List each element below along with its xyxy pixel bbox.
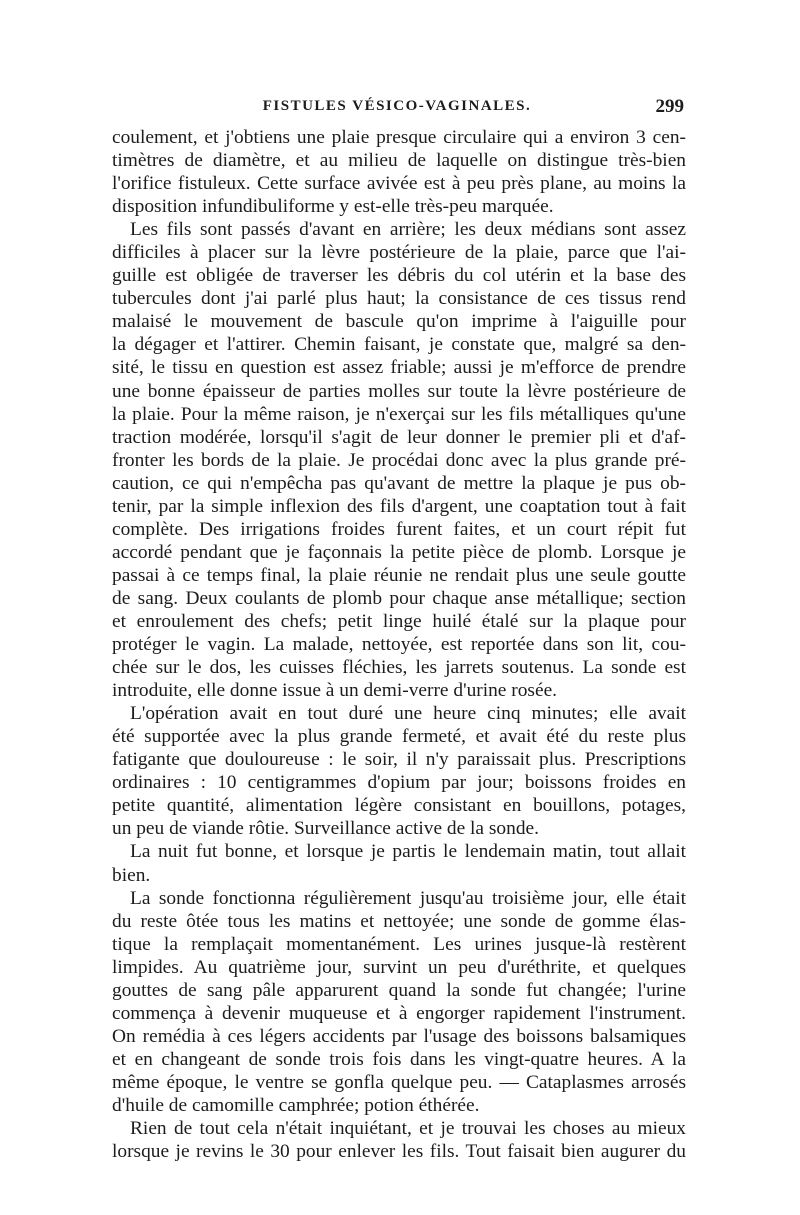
text-line: et enroulement des chefs; petit linge huilé étalé sur la plaque pour	[112, 610, 686, 632]
text-line: La nuit fut bonne, et lorsque je partis le lendemain matin, tout allait	[130, 841, 686, 863]
text-line: même époque, le ventre se gonfla quelque peu. — Cataplasmes arrosés	[112, 1071, 686, 1093]
text-line: tique la remplaçait momentanément. Les urines jusque-là restèrent	[112, 933, 686, 955]
text-line: protéger le vagin. La malade, nettoyée, est reportée dans son lit, cou-	[112, 634, 686, 656]
text-line: disposition infundibuliforme y est-elle très-peu marquée.	[112, 196, 554, 218]
text-line: du reste ôtée tous les matins et nettoyée; une sonde de gomme élas-	[112, 910, 686, 932]
running-title: FISTULES VÉSICO-VAGINALES.	[262, 98, 532, 114]
text-line: coulement, et j'obtiens une plaie presque circulaire qui a environ 3 cen-	[112, 127, 686, 148]
text-line: timètres de diamètre, et au milieu de laquelle on distingue très-bien	[112, 150, 686, 172]
text-line: l'orifice fistuleux. Cette surface avivée est à peu près plane, au moins la	[112, 173, 686, 195]
text-line: un peu de viande rôtie. Surveillance active de la sonde.	[112, 818, 539, 840]
text-line: guille est obligée de traverser les débris du col utérin et la base des	[112, 265, 686, 287]
text-line: été supportée avec la plus grande fermeté, et avait été du reste plus	[112, 726, 686, 748]
text-line: fronter les bords de la plaie. Je procédai donc avec la plus grande pré-	[112, 449, 686, 471]
text-line: chée sur le dos, les cuisses fléchies, les jarrets soutenus. La sonde est	[112, 657, 686, 679]
text-line: La sonde fonctionna régulièrement jusqu'au troisième jour, elle était	[130, 887, 686, 909]
text-line: passai à ce temps final, la plaie réunie ne rendait plus une seule goutte	[112, 564, 686, 586]
page-number: 299	[655, 96, 684, 117]
body-text	[112, 126, 686, 1163]
text-line: une bonne épaisseur de parties molles sur toute la lèvre postérieure de	[112, 380, 686, 402]
text-line: bien.	[112, 864, 151, 886]
text-line: traction modérée, lorsqu'il s'agit de leur donner le premier pli et d'af-	[112, 426, 686, 448]
text-line: lorsque je revins le 30 pour enlever les fils. Tout faisait bien augurer du	[112, 1141, 686, 1163]
text-line: ordinaires : 10 centigrammes d'opium par jour; boissons froides en	[112, 772, 686, 794]
text-line: tenir, par la simple inflexion des fils d'argent, une coaptation tout à fait	[112, 495, 686, 517]
text-line: caution, ce qui n'empêcha pas qu'avant de mettre la plaque je pus ob-	[112, 472, 686, 494]
text-line: petite quantité, alimentation légère consistant en bouillons, potages,	[112, 795, 686, 817]
text-line: difficiles à placer sur la lèvre postérieure de la plaie, parce que l'ai-	[112, 242, 686, 264]
text-line: sité, le tissu en question est assez friable; aussi je m'efforce de prendre	[112, 357, 686, 379]
text-line: L'opération avait en tout duré une heure cinq minutes; elle avait	[130, 703, 686, 725]
text-line: complète. Des irrigations froides furent faites, et un court répit fut	[112, 518, 686, 540]
text-line: malaisé le mouvement de bascule qu'on imprime à l'aiguille pour	[112, 311, 686, 333]
text-line: d'huile de camomille camphrée; potion éthérée.	[112, 1094, 480, 1116]
text-line: la dégager et l'attirer. Chemin faisant, je constate que, malgré sa den-	[112, 334, 686, 356]
text-line: Les fils sont passés d'avant en arrière; les deux médians sont assez	[130, 219, 686, 241]
text-line: et en changeant de sonde trois fois dans les vingt-quatre heures. A la	[112, 1048, 686, 1070]
text-line: fatigante que douloureuse : le soir, il n'y paraissait plus. Prescriptions	[112, 749, 686, 771]
text-line: commença à devenir muqueuse et à engorger rapidement l'instrument.	[112, 1002, 686, 1024]
text-line: tubercules dont j'ai parlé plus haut; la consistance de ces tissus rend	[112, 288, 686, 310]
text-line: de sang. Deux coulants de plomb pour chaque anse métallique; section	[112, 587, 686, 609]
text-line: accordé pendant que je façonnais la petite pièce de plomb. Lorsque je	[112, 541, 686, 563]
text-line: la plaie. Pour la même raison, je n'exerçai sur les fils métalliques qu'une	[112, 403, 686, 425]
text-line: On remédia à ces légers accidents par l'usage des boissons balsamiques	[112, 1025, 686, 1047]
page-header	[110, 98, 684, 122]
text-line: limpides. Au quatrième jour, survint un peu d'uréthrite, et quelques	[112, 956, 686, 978]
text-line: introduite, elle donne issue à un demi-verre d'urine rosée.	[112, 680, 558, 702]
text-line: gouttes de sang pâle apparurent quand la sonde fut changée; l'urine	[112, 979, 686, 1001]
text-line: Rien de tout cela n'était inquiétant, et je trouvai les choses au mieux	[130, 1118, 686, 1140]
